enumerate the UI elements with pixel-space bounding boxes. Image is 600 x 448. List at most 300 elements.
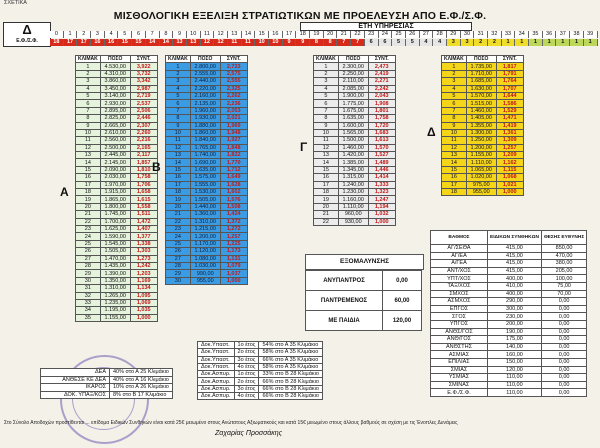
synt-cell: 1,309 <box>496 137 523 144</box>
table-row <box>76 152 158 159</box>
table-row <box>76 203 158 210</box>
table-row <box>442 152 524 159</box>
synt-cell: 1,720 <box>368 122 395 129</box>
synt-cell: 2,506 <box>130 107 157 114</box>
table-row <box>166 129 248 136</box>
table-row <box>314 107 396 114</box>
synt-cell: 2,575 <box>220 70 247 77</box>
page-title: ΜΙΣΘΟΛΟΓΙΚΗ ΕΞΕΛΙΞΗ ΣΤΡΑΤΙΩΤΙΚΩΝ ΜΕ ΠΡΟΕΛΕΥΣΗ ΑΠΟ Ε.Φ./Σ.Φ. <box>113 10 487 22</box>
table-row <box>76 166 158 173</box>
vathmos-name: Α/ΓΕΑ <box>431 260 488 268</box>
table-row <box>442 159 524 166</box>
dok-year: 4ο έτος <box>234 363 259 370</box>
table-row <box>166 107 248 114</box>
allowance-table <box>40 368 173 399</box>
table-row <box>166 159 248 166</box>
table-header <box>442 56 524 63</box>
exo-title: ΕΞΟΜΑΛΥΝΣΗΣ <box>305 254 424 270</box>
klimak-cell: 13 <box>76 152 101 159</box>
year-cell: 0 <box>50 31 64 38</box>
poso-cell: 2.610,00 <box>100 129 130 136</box>
klimak-cell: 17 <box>442 181 467 188</box>
grade-cell: 9 <box>283 39 297 46</box>
vathmos-name: ΣΜΙΑΣ <box>431 366 488 374</box>
poso-cell: 1.200,00 <box>466 144 496 151</box>
poso-cell: 1.300,00 <box>466 129 496 136</box>
grade-cell: 1 <box>529 39 543 46</box>
poso-cell: 1.435,00 <box>100 262 130 269</box>
poso-cell: 1.570,00 <box>466 92 496 99</box>
table-row <box>166 211 248 218</box>
vathmos-eidikon: 190,00 <box>488 328 542 336</box>
klimak-cell: 9 <box>166 122 191 129</box>
year-cell: 32 <box>488 31 502 38</box>
grade-cell: 2 <box>474 39 488 46</box>
dok-year: 3ο έτος <box>234 385 259 392</box>
synt-cell: 2,117 <box>130 152 157 159</box>
allowance-value: 40% στο Α 16 Κλιμάκιο <box>110 376 173 384</box>
vathmos-thesis: 70,00 <box>541 290 586 298</box>
poso-cell: 2.825,00 <box>100 115 130 122</box>
klimak-cell: 5 <box>314 92 339 99</box>
table-row <box>76 262 158 269</box>
vathmos-name: ΑΝΘ/ΓΟΣ <box>431 336 488 344</box>
vathmos-name: ΣΜΙΝΑΣ <box>431 381 488 389</box>
synt-cell: 3,732 <box>130 70 157 77</box>
label-a: Α <box>60 185 69 199</box>
label-d: Δ <box>427 125 436 139</box>
synt-cell: 1,489 <box>368 159 395 166</box>
table-row <box>442 129 524 136</box>
poso-cell: 3.450,00 <box>100 85 130 92</box>
allowance-name: ΔΕΑ <box>41 369 110 377</box>
table-row <box>166 100 248 107</box>
table-row <box>76 255 158 262</box>
vathmos-name: ΑΓ/ΕΑ <box>431 252 488 260</box>
poso-cell: 1.235,00 <box>100 299 130 306</box>
klimak-cell: 8 <box>76 115 101 122</box>
table-row <box>166 174 248 181</box>
vathmos-row <box>431 320 587 328</box>
year-cell: 7 <box>146 31 160 38</box>
delta-symbol: Δ <box>22 22 32 37</box>
klimak-cell: 28 <box>166 262 191 269</box>
synt-cell: 2,307 <box>130 122 157 129</box>
klimak-cell: 19 <box>76 196 101 203</box>
synt-cell: 1,079 <box>220 262 247 269</box>
vathmos-name: ΑΣΜΧΟΣ <box>431 298 488 306</box>
poso-cell: 2.445,00 <box>100 152 130 159</box>
klimak-cell: 9 <box>76 122 101 129</box>
dok-percent: 66% στο Α 35 Κλιμάκιο <box>259 356 322 363</box>
klimak-cell: 2 <box>166 70 191 77</box>
synt-cell: 2,262 <box>220 92 247 99</box>
poso-cell: 1.915,00 <box>100 189 130 196</box>
table-row <box>76 181 158 188</box>
poso-cell: 1.170,00 <box>190 240 220 247</box>
vathmos-eidikon: 410,00 <box>488 282 542 290</box>
vathmos-thesis: 75,00 <box>541 282 586 290</box>
synt-cell: 1,424 <box>220 211 247 218</box>
klimak-cell: 9 <box>442 122 467 129</box>
poso-cell: 1.700,00 <box>100 218 130 225</box>
synt-cell: 1,407 <box>130 225 157 232</box>
poso-cell: 1.345,00 <box>338 166 368 173</box>
dok-percent: 66% στο Β 28 Κλιμάκιο <box>259 393 322 400</box>
synt-cell: 1,649 <box>220 174 247 181</box>
year-cell: 6 <box>132 31 146 38</box>
klimak-cell: 3 <box>76 78 101 85</box>
year-cell: 14 <box>242 31 256 38</box>
poso-cell: 1.460,00 <box>466 107 496 114</box>
klimak-cell: 18 <box>166 189 191 196</box>
grade-cell: 1 <box>570 39 584 46</box>
klimak-cell: 16 <box>442 174 467 181</box>
vathmos-thesis: 205,00 <box>541 267 586 275</box>
synt-cell: 1,377 <box>130 233 157 240</box>
poso-cell: 1.880,00 <box>190 122 220 129</box>
dok-year: 4ο έτος <box>234 393 259 400</box>
synt-cell: 1,068 <box>496 174 523 181</box>
grade-cell: 1 <box>502 39 516 46</box>
synt-cell: 1,770 <box>220 159 247 166</box>
synt-cell: 2,325 <box>220 85 247 92</box>
year-cell: 2 <box>77 31 91 38</box>
table-row <box>166 248 248 255</box>
table-row <box>166 92 248 99</box>
table-row <box>76 115 158 122</box>
grade-cell: 17 <box>64 39 78 46</box>
klimak-cell: 20 <box>166 203 191 210</box>
dok-rank: Δοκ.Ασπυρ. <box>198 393 235 400</box>
synt-cell: 1,242 <box>130 262 157 269</box>
poso-cell: 1.710,00 <box>466 70 496 77</box>
synt-cell: 1,758 <box>130 174 157 181</box>
year-cell: 19 <box>310 31 324 38</box>
synt-cell: 1,162 <box>496 159 523 166</box>
klimak-cell: 8 <box>166 115 191 122</box>
synt-cell: 2,053 <box>220 107 247 114</box>
table-row <box>442 144 524 151</box>
klimak-cell: 4 <box>166 85 191 92</box>
table-row <box>442 92 524 99</box>
vathmos-name: Ε.Φ./Σ.Φ. <box>431 389 488 397</box>
synt-cell: 2,555 <box>220 78 247 85</box>
grade-cell: 9 <box>296 39 310 46</box>
klimak-cell: 17 <box>166 181 191 188</box>
table-row <box>166 63 248 70</box>
footer-note: Στο Σύνολο Αποδοχών προστίθενται ... επίδομα Ειδικών Συνθηκών είναι κατά 25€ μειωμένο στους Ανώτατους Αξιωματικούς και κατά 15€ μειωμένο στους άλλους βαθμούς σε σχέση με τις Ένοπλες Δυνάμεις <box>4 420 458 426</box>
synt-cell: 1,209 <box>496 152 523 159</box>
vathmos-name: ΕΠΓΟΣ <box>431 305 488 313</box>
klimak-cell: 9 <box>314 122 339 129</box>
poso-cell: 1.420,00 <box>338 152 368 159</box>
table-header <box>76 56 158 63</box>
klimak-cell: 4 <box>442 85 467 92</box>
klimak-cell: 15 <box>166 166 191 173</box>
synt-cell: 1,169 <box>130 277 157 284</box>
table-row <box>76 292 158 299</box>
klimak-cell: 2 <box>442 70 467 77</box>
poso-cell: 955,00 <box>190 277 220 284</box>
synt-cell: 1,570 <box>368 144 395 151</box>
poso-cell: 1.500,00 <box>338 137 368 144</box>
exo-value: 60,00 <box>383 291 422 311</box>
allowance-name: ΙΚΑΡΟΣ <box>41 384 110 392</box>
klimak-cell: 27 <box>76 255 101 262</box>
poso-cell: 1.515,00 <box>466 100 496 107</box>
grade-cell: 14 <box>146 39 160 46</box>
col-synt: ΣΥΝΤ. <box>220 56 247 63</box>
table-row <box>314 159 396 166</box>
table-row <box>76 144 158 151</box>
table-row <box>76 100 158 107</box>
synt-cell: 1,257 <box>220 233 247 240</box>
synt-cell: 1,000 <box>368 218 395 225</box>
vathmos-name: ΑΝΘΣ/ΓΟΣ <box>431 328 488 336</box>
poso-cell: 2.500,00 <box>100 144 130 151</box>
table-row <box>314 203 396 210</box>
klimak-cell: 22 <box>314 218 339 225</box>
klimak-cell: 3 <box>314 78 339 85</box>
year-cell: 37 <box>556 31 570 38</box>
vathmos-eidikon: 400,00 <box>488 290 542 298</box>
poso-cell: 1.590,00 <box>100 233 130 240</box>
poso-cell: 1.030,00 <box>190 262 220 269</box>
poso-cell: 1.685,00 <box>466 78 496 85</box>
exo-table <box>305 270 422 331</box>
klimak-cell: 10 <box>314 129 339 136</box>
poso-cell: 1.385,00 <box>338 159 368 166</box>
poso-cell: 4.310,00 <box>100 70 130 77</box>
poso-cell: 1.690,00 <box>190 159 220 166</box>
grade-cell: 8 <box>310 39 324 46</box>
synt-cell: 1,225 <box>220 240 247 247</box>
table-row <box>76 129 158 136</box>
table-row <box>76 277 158 284</box>
synt-cell: 1,247 <box>368 196 395 203</box>
synt-cell: 1,333 <box>368 181 395 188</box>
poso-cell: 1.250,00 <box>466 137 496 144</box>
grade-cell: 7 <box>337 39 351 46</box>
klimak-cell: 23 <box>166 225 191 232</box>
table-row <box>314 218 396 225</box>
vathmos-thesis: 0,00 <box>541 351 586 359</box>
vathmos-thesis: 0,00 <box>541 366 586 374</box>
klimak-cell: 8 <box>442 115 467 122</box>
table-row <box>76 174 158 181</box>
dok-row <box>198 371 323 378</box>
table-row <box>76 218 158 225</box>
synt-cell: 2,236 <box>220 100 247 107</box>
vathmos-row <box>431 381 587 389</box>
exo-label: ΜΕ ΠΑΙΔΙΑ <box>306 311 383 331</box>
grade-cell: 11 <box>228 39 242 46</box>
grade-cell: 14 <box>160 39 174 46</box>
synt-cell: 1,822 <box>220 152 247 159</box>
klimak-cell: 26 <box>76 248 101 255</box>
table-row <box>76 240 158 247</box>
vathmos-eidikon: 290,00 <box>488 298 542 306</box>
dok-percent: 66% στο Β 28 Κλιμάκιο <box>259 385 322 392</box>
klimak-cell: 14 <box>76 159 101 166</box>
poso-cell: 975,00 <box>466 181 496 188</box>
table-c <box>313 55 396 226</box>
poso-cell: 4.530,00 <box>100 63 130 70</box>
table-row <box>314 144 396 151</box>
synt-cell: 1,471 <box>496 115 523 122</box>
poso-cell: 1.265,00 <box>100 292 130 299</box>
poso-cell: 2.110,00 <box>338 78 368 85</box>
grade-cell: 3 <box>461 39 475 46</box>
vathmos-row <box>431 366 587 374</box>
vathmos-eidikon: 175,00 <box>488 336 542 344</box>
grade-cell: 8 <box>324 39 338 46</box>
year-cell: 22 <box>351 31 365 38</box>
table-row <box>76 70 158 77</box>
vathmos-col-header: ΕΙΔΙΚΩΝ ΣΥΝΘΗΚΩΝ <box>488 231 542 245</box>
poso-cell: 1.065,00 <box>466 166 496 173</box>
klimak-cell: 26 <box>166 248 191 255</box>
table-row <box>76 85 158 92</box>
table-row <box>76 211 158 218</box>
synt-cell: 1,527 <box>368 152 395 159</box>
poso-cell: 2.085,00 <box>338 85 368 92</box>
dok-row <box>198 356 323 363</box>
synt-cell: 1,801 <box>368 107 395 114</box>
klimak-cell: 13 <box>166 152 191 159</box>
table-row <box>166 78 248 85</box>
vathmos-row <box>431 389 587 397</box>
grade-cell: 5 <box>406 39 420 46</box>
table-row <box>166 166 248 173</box>
table-row <box>76 189 158 196</box>
vathmos-eidikon: 415,00 <box>488 267 542 275</box>
synt-cell: 1,683 <box>368 129 395 136</box>
synt-cell: 1,712 <box>220 166 247 173</box>
synt-cell: 1,273 <box>130 255 157 262</box>
synt-cell: 1,817 <box>496 63 523 70</box>
table-row <box>76 137 158 144</box>
klimak-cell: 7 <box>314 107 339 114</box>
grade-cell: 15 <box>132 39 146 46</box>
table-row <box>76 92 158 99</box>
vathmos-row <box>431 290 587 298</box>
allowance-name: ΑΝΘΕΣΕ ΚΕ ΔΕΑ <box>41 376 110 384</box>
poso-cell: 1.155,00 <box>100 314 130 321</box>
vathmos-eidikon: 415,00 <box>488 252 542 260</box>
table-row <box>442 137 524 144</box>
poso-cell: 1.800,00 <box>100 203 130 210</box>
dok-rank: Δοκ.Ασπυρ. <box>198 385 235 392</box>
table-row <box>76 314 158 321</box>
synt-cell: 1,948 <box>220 129 247 136</box>
synt-cell: 3,342 <box>130 78 157 85</box>
grade-cell: 13 <box>187 39 201 46</box>
dok-rank: Δοκ.Υπαστ. <box>198 363 235 370</box>
klimak-cell: 5 <box>76 92 101 99</box>
synt-cell: 1,615 <box>130 196 157 203</box>
table-row <box>76 307 158 314</box>
poso-cell: 3.860,00 <box>100 78 130 85</box>
klimak-cell: 1 <box>76 63 101 70</box>
poso-cell: 1.555,00 <box>190 181 220 188</box>
col-poso: ΠΟΣΟ <box>466 56 496 63</box>
grade-cell: 1 <box>556 39 570 46</box>
table-row <box>76 196 158 203</box>
vathmos-name: ΣΓΟΣ <box>431 313 488 321</box>
poso-cell: 1.505,00 <box>100 248 130 255</box>
synt-cell: 2,021 <box>220 115 247 122</box>
table-row <box>166 262 248 269</box>
klimak-cell: 13 <box>314 152 339 159</box>
table-row <box>166 122 248 129</box>
table-row <box>166 137 248 144</box>
grade-cell: 12 <box>214 39 228 46</box>
vathmos-eidikon: 110,00 <box>488 374 542 382</box>
synt-cell: 1,602 <box>220 189 247 196</box>
year-cell: 35 <box>529 31 543 38</box>
allowance-value: 40% στο Α 25 Κλιμάκιο <box>110 369 173 377</box>
exo-row <box>306 311 422 331</box>
year-cell: 3 <box>91 31 105 38</box>
year-cell: 38 <box>570 31 584 38</box>
synt-cell: 1,558 <box>130 203 157 210</box>
klimak-cell: 29 <box>76 270 101 277</box>
synt-cell: 1,927 <box>220 137 247 144</box>
col-klimak: ΚΛΙΜΑΚ <box>76 56 101 63</box>
years-row <box>50 31 598 38</box>
table-row <box>314 196 396 203</box>
vathmos-thesis: 0,00 <box>541 298 586 306</box>
vathmos-row <box>431 358 587 366</box>
dok-year: 1ο έτος <box>234 342 259 349</box>
poso-cell: 2.030,00 <box>100 174 130 181</box>
poso-cell: 1.460,00 <box>338 144 368 151</box>
exo-value: 0,00 <box>383 271 422 291</box>
year-cell: 10 <box>187 31 201 38</box>
vathmos-name: ΑΓ/ΣΕΘΑ <box>431 245 488 253</box>
grade-cell: 1 <box>584 39 598 46</box>
vathmos-row <box>431 275 587 283</box>
synt-cell: 1,810 <box>130 166 157 173</box>
synt-cell: 2,165 <box>130 144 157 151</box>
table-row <box>166 270 248 277</box>
klimak-cell: 3 <box>442 78 467 85</box>
vathmos-name: ΕΠΙΛΙΑΣ <box>431 358 488 366</box>
klimak-cell: 4 <box>76 85 101 92</box>
year-cell: 36 <box>543 31 557 38</box>
year-cell: 24 <box>379 31 393 38</box>
vathmos-thesis: 0,00 <box>541 336 586 344</box>
poso-cell: 1.310,00 <box>190 218 220 225</box>
vathmos-name: ΑΝΘΣΤΗΣ <box>431 343 488 351</box>
table-row <box>166 218 248 225</box>
synt-cell: 1,272 <box>220 225 247 232</box>
label-c: Γ <box>300 140 308 154</box>
klimak-cell: 35 <box>76 314 101 321</box>
table-a <box>75 55 158 322</box>
grade-cell: 17 <box>77 39 91 46</box>
allowance-row <box>41 384 173 392</box>
synt-cell: 1,173 <box>220 248 247 255</box>
grade-cell: 12 <box>201 39 215 46</box>
table-d <box>441 55 524 196</box>
table-row <box>76 159 158 166</box>
klimak-cell: 11 <box>442 137 467 144</box>
table-row <box>314 92 396 99</box>
klimak-cell: 8 <box>314 115 339 122</box>
